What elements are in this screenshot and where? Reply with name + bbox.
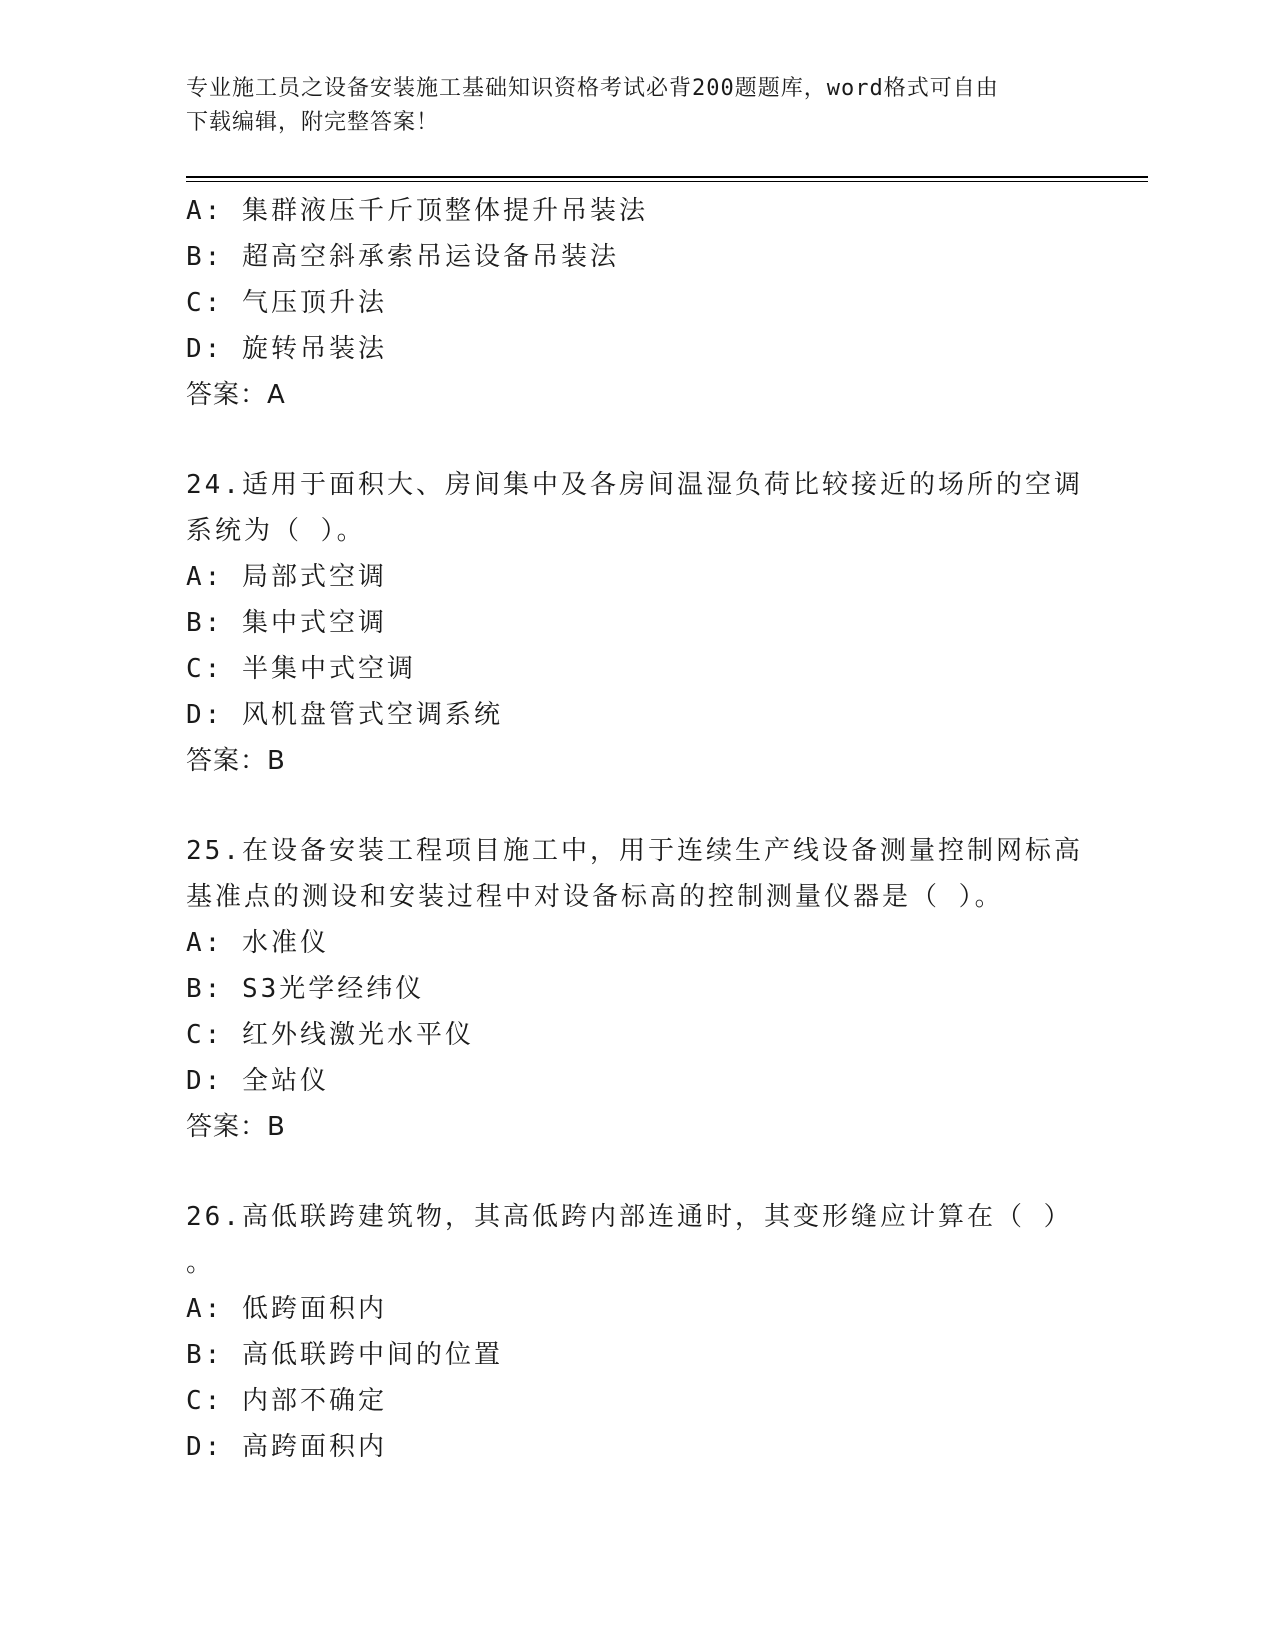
spacer xyxy=(186,784,1086,828)
option-c: C: 红外线激光水平仪 xyxy=(186,1020,474,1050)
question-stem-line-2: 系统为（ ）。 xyxy=(186,516,366,546)
option-b: B: 超高空斜承索吊运设备吊装法 xyxy=(186,242,619,272)
question-24 xyxy=(186,462,1086,784)
option-d: D: 风机盘管式空调系统 xyxy=(186,700,503,730)
answer: 答案：A xyxy=(186,380,286,410)
question-23 xyxy=(186,188,1086,418)
option-b: B: 高低联跨中间的位置 xyxy=(186,1340,503,1370)
question-stem-line-1: 26.高低联跨建筑物，其高低跨内部连通时，其变形缝应计算在（ ） xyxy=(186,1202,1073,1232)
question-stem-line-1: 25.在设备安装工程项目施工中，用于连续生产线设备测量控制网标高 xyxy=(186,836,1083,866)
header-divider-thick xyxy=(186,176,1148,178)
question-26 xyxy=(186,1194,1086,1470)
option-a: A: 集群液压千斤顶整体提升吊装法 xyxy=(186,196,648,226)
option-a: A: 低跨面积内 xyxy=(186,1294,387,1324)
spacer xyxy=(186,1150,1086,1194)
question-25 xyxy=(186,828,1086,1150)
option-b: B: S3光学经纬仪 xyxy=(186,974,425,1004)
question-stem-line-2: 。 xyxy=(186,1248,216,1278)
question-list xyxy=(186,188,1086,1470)
header-line-1: 专业施工员之设备安装施工基础知识资格考试必背200题题库，word格式可自由 xyxy=(186,76,999,101)
option-d: D: 旋转吊装法 xyxy=(186,334,387,364)
option-d: D: 高跨面积内 xyxy=(186,1432,387,1462)
question-stem-line-2: 基准点的测设和安装过程中对设备标高的控制测量仪器是（ ）。 xyxy=(186,882,1004,912)
option-a: A: 局部式空调 xyxy=(186,562,387,592)
document-header xyxy=(186,72,1066,140)
answer: 答案：B xyxy=(186,1112,286,1142)
option-b: B: 集中式空调 xyxy=(186,608,387,638)
header-divider-thin xyxy=(186,181,1148,182)
option-c: C: 内部不确定 xyxy=(186,1386,387,1416)
answer: 答案：B xyxy=(186,746,286,776)
option-c: C: 半集中式空调 xyxy=(186,654,416,684)
header-line-2: 下载编辑，附完整答案！ xyxy=(186,110,440,135)
option-c: C: 气压顶升法 xyxy=(186,288,387,318)
question-stem-line-1: 24.适用于面积大、房间集中及各房间温湿负荷比较接近的场所的空调 xyxy=(186,470,1083,500)
option-d: D: 全站仪 xyxy=(186,1066,329,1096)
spacer xyxy=(186,418,1086,462)
option-a: A: 水准仪 xyxy=(186,928,329,958)
